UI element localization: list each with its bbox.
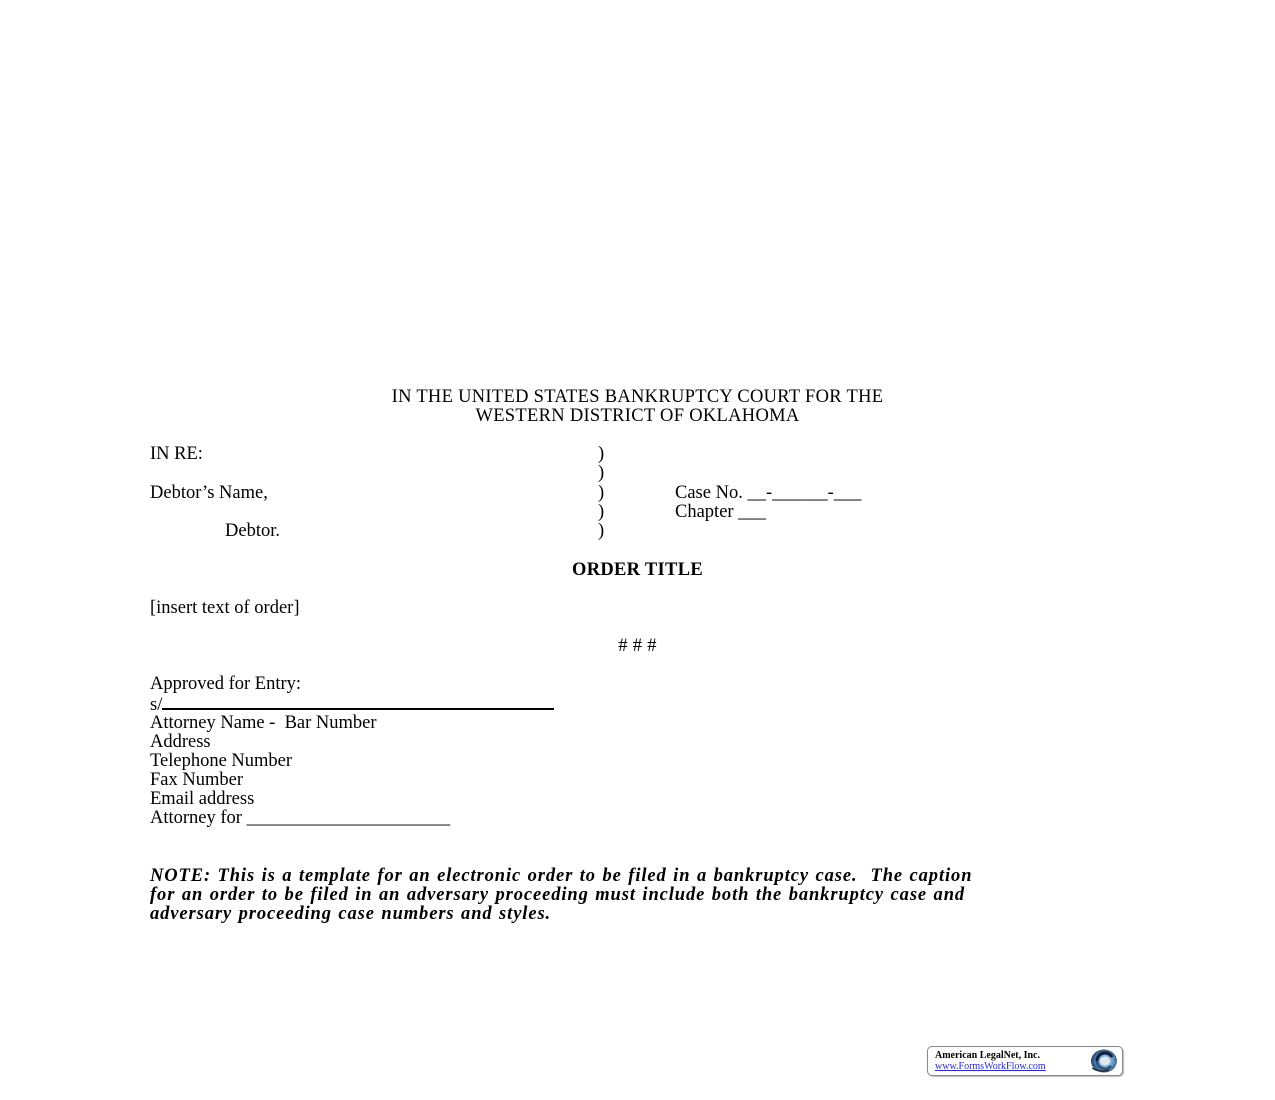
court-heading-line-1: IN THE UNITED STATES BANKRUPTCY COURT FOR THE [391,387,884,407]
end-of-order-marker: # # # [618,636,657,656]
signature-line [150,694,554,715]
approved-for-entry-label: Approved for Entry: [150,674,302,694]
attorney-for-line: Attorney for ______________________ [150,808,451,828]
caption-paren: ) [598,521,605,541]
american-legalnet-badge [927,1046,1123,1076]
template-note [150,867,1140,924]
in-re-label: IN RE: [150,444,203,464]
attorney-name-bar-number: Attorney Name - Bar Number [150,713,377,733]
globe-swirl-logo-icon [1087,1048,1119,1074]
caption-paren: ) [598,463,605,483]
note-line: adversary proceeding case numbers and styles. [150,904,552,924]
court-heading-line-2: WESTERN DISTRICT OF OKLAHOMA [475,406,800,426]
case-number-field: Case No. __-______-___ [675,483,862,503]
caption-paren: ) [598,502,605,522]
debtor-label: Debtor. [225,521,280,541]
order-title: ORDER TITLE [572,560,703,580]
attorney-fax: Fax Number [150,770,243,790]
debtor-name-field: Debtor’s Name, [150,483,268,503]
caption-paren: ) [598,444,605,464]
note-line: for an order to be filed in an adversary proceeding must include both the bankruptcy case and [150,885,966,905]
badge-company-name: American LegalNet, Inc. [935,1050,1040,1061]
signature-prefix: s/ [150,695,163,715]
caption-paren: ) [598,483,605,503]
attorney-address: Address [150,732,211,752]
order-body-placeholder: [insert text of order] [150,598,300,618]
attorney-email: Email address [150,789,255,809]
chapter-field: Chapter ___ [675,502,766,522]
attorney-telephone: Telephone Number [150,751,293,771]
formsworkflow-link[interactable]: www.FormsWorkFlow.com [935,1061,1046,1072]
note-line: NOTE: This is a template for an electronic order to be filed in a bankruptcy case. The caption [150,866,973,886]
signature-underline [162,694,554,710]
